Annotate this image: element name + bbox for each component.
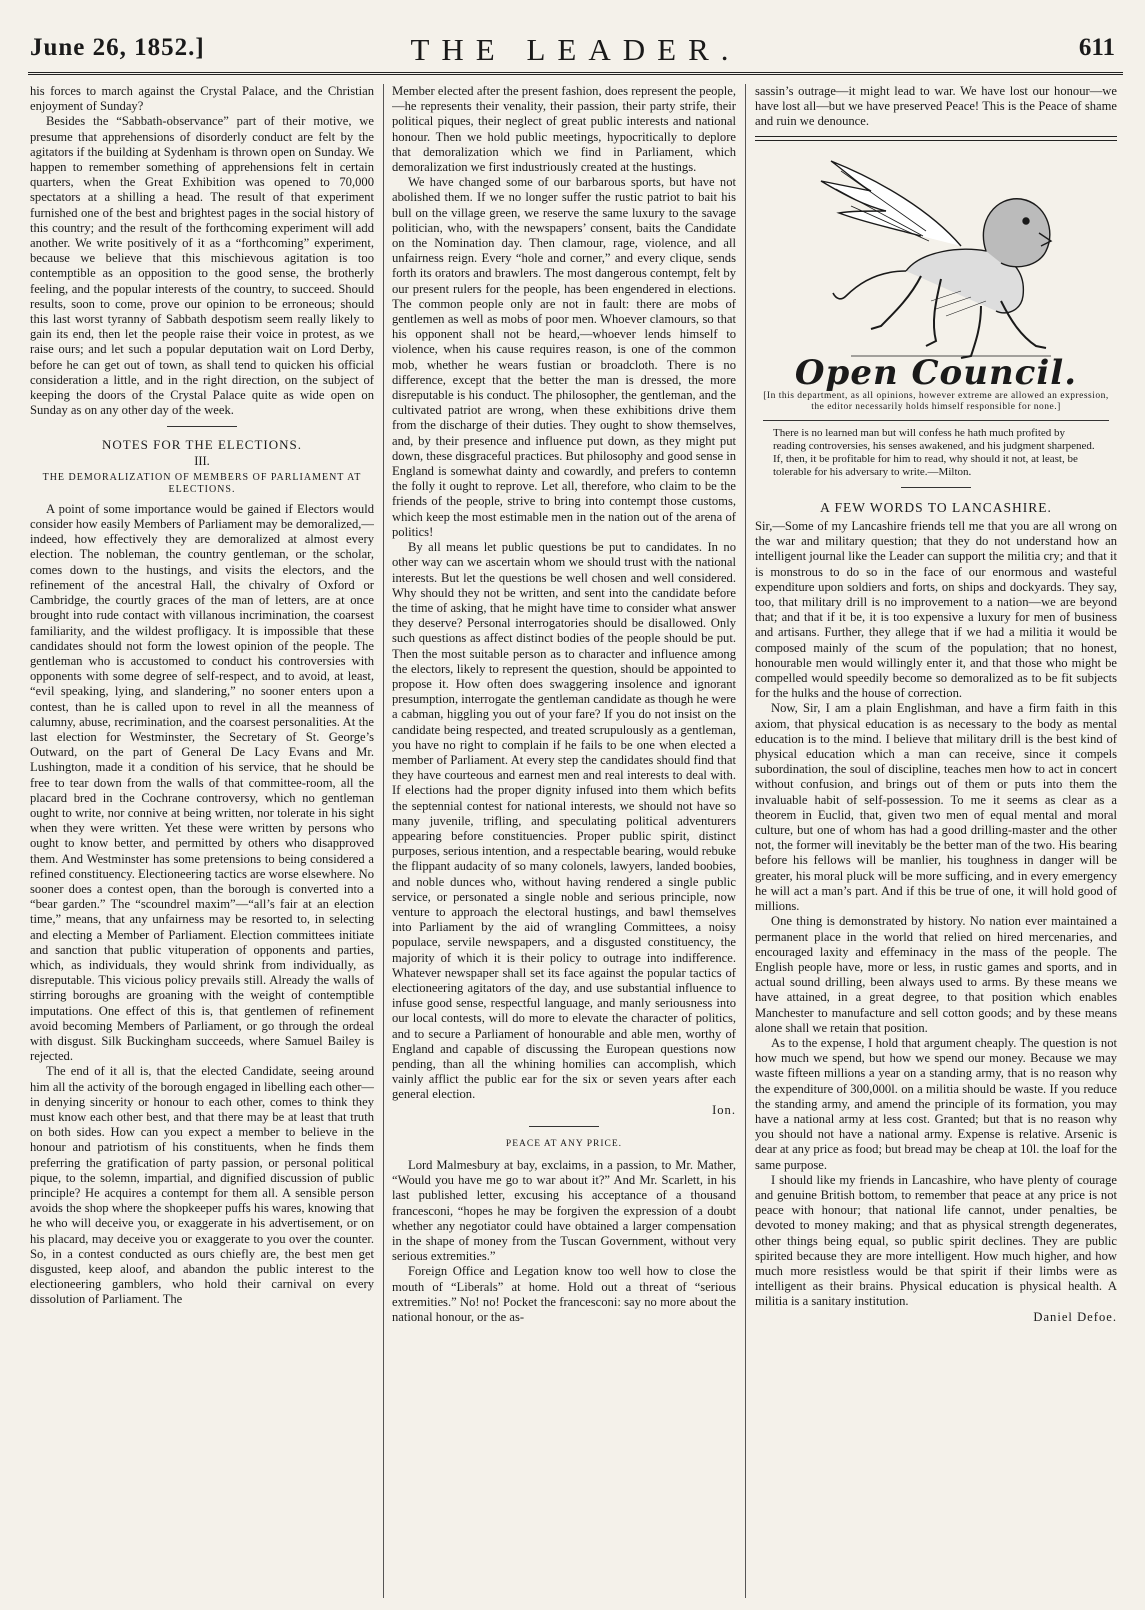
section-title: NOTES FOR THE ELECTIONS. xyxy=(102,437,302,453)
paragraph: Sir,—Some of my Lancashire friends tell me that you are all wrong on the war and military question; that they do not understand how an intelligent journal like the Leader can support the militia cry; and that it is monstrous to do so in the face of our enormous and wasteful expenditure upon soldiers and forts, on ships and dockyards. They say, too, that military drill is no improvement to a nation—we are beyond that; and that if it be, it is too expensive a luxury for men of business and artisans. Further, they allege that if we had a militia it would be composed mainly of the scum of the population; that no honest, honourable men would willingly enter it, and that those who might be compelled would speedily become so demoralized as to be fit subjects for the hulks and the house of correction. xyxy=(755,519,1117,701)
page-number: 611 xyxy=(1078,34,1115,61)
paragraph: sassin’s outrage—it might lead to war. We have lost our honour—we have lost all—but we have preserved Peace! This is the Peace of shame and ruin we denounce. xyxy=(755,84,1117,129)
column-1 xyxy=(30,84,374,1602)
winged-lion-illustration xyxy=(811,151,1061,366)
masthead xyxy=(28,26,1123,75)
article-title: A FEW WORDS TO LANCASHIRE. xyxy=(820,499,1052,515)
paragraph: As to the expense, I hold that argument cheaply. The question is not how much we spend, but how we spend our money. Because we may waste fifteen millions a year on a standing army, that is no reason why the expenditure of 300,000l. on a militia should be waste. If you reduce the standing army, and amend the principle of its formation, you may have a national army at less cost. Granted; but that is no reason why you should not have a national army. Expense is relative. Arsenic is dear at any price as food; but bread may be cheap at 10l. the loaf for the same purpose. xyxy=(755,1035,1117,1172)
paragraph: Now, Sir, I am a plain Englishman, and have a firm faith in this axiom, that physical education is as necessary to the body as mental education is to the mind. I believe that military drill is the best kind of physical education which a man can receive, since it compels subordination, the soul of discipline, teaches men how to act in concert without confusion, and brings out of them or puts into them the invaluable habit of self-possession. To me it seems as clear as a theorem in Euclid, that, given two men of equal mental and moral culture, but one of whom has had a good drilling-master and the other not, the former will inevitably be the better man of the two. His bearing before his fellows will be manlier, his toughness in danger will be greater, his moral pluck will be more sufficing, and in every emergency he will act a man’s part. And if this be true of one, it will hold good of millions. xyxy=(755,701,1117,914)
paragraph: Member elected after the present fashion, does represent the people,—he represents their venality, their passion, their party strife, their political piques, their neglect of great public interests and national honour. Then we hold public meetings, hypocritically to deplore that demoralization which we find in Parliament, which demoralization we first industriously created at the hustings. xyxy=(392,84,736,175)
milton-quote: There is no learned man but will confess he hath much profited by reading controversies, his senses awakened, and his judgment sharpened. If, then, it be profitable for him to read, why should it not, at least, be tolerable for his adversary to write.—Milton. xyxy=(773,426,1095,478)
signature: Daniel Defoe. xyxy=(1033,1309,1117,1324)
section-subtitle: THE DEMORALIZATION OF MEMBERS OF PARLIAMENT AT ELECTIONS. xyxy=(42,471,362,495)
paragraph: One thing is demonstrated by history. No nation ever maintained a permanent place in the world that relied on hired mercenaries, and encouraged laxity and effeminacy in the mass of the people. The English people have, more or less, in rustic games and sports, and in actual sound drilling, been always used to arms. By these means we have attained, in a great degree, to that position which enables Manchester to manufacture and sell cotton goods; and by these means alone shall we retain that position. xyxy=(755,914,1117,1035)
column-divider xyxy=(383,84,384,1598)
paragraph: By all means let public questions be put to candidates. In no other way can we ascertain whom we should trust with the national interests. But let the questions be well chosen and well considered. Why should they not be written, and sent into the candidate before the time of asking, that he might have time to consider what answer they deserve? Personal interrogatories should be disallowed. Only such questions as affect distinct bodies of the people should be put. Then the most suitable person as to character and influence among the electors, likely to represent the question, should be appointed to propose it. How often does swaggering insolence and ignorant presumption, interrogate the gentleman candidate as though he were a cabman, higgling you out of your fare? If you do not insist on the candidate being respected, and treated scrupulously as a gentleman, you have no right to complain if he fails to be one when elected a member of Parliament. At every step the candidates should find that they have courteous and earnest men and real interests to deal with. If elections had the proper dignity infused into them which befits the septennial contest for national interests, we should not have so many juvenile, trifling, and speculating political adventurers appearing before constituencies. Proper public spirit, distinct purposes, serious intention, and a respectable bearing, would rebuke the flippant audacity of so many colonels, lawyers, landed boobies, and noble dunces who, without having rendered a single public service, or personated a single noble and serious principle, now venture to approach the electoral hustings, and bawl themselves into Parliament by the aid of wrangling Committees, a noisy populace, servile newspapers, and a disgusted constituency, the majority of which it is their policy to outrage into indifference. Whatever newspaper shall set its face against the popular tactics of electioneering agitators of the day, and use substantial influence to infuse good sense, respectful language, and manly seriousness into our local contests, will do more to elevate the character of politics, and to secure a Parliament of honourable and able men, worthy of England and capable of discussing the European questions now pending, than all the whining homilies can accomplish, which vainly afflict the public ear for the six or seven years after each general election. xyxy=(392,540,736,1102)
column-3 xyxy=(755,84,1117,1602)
newspaper-title: THE LEADER. xyxy=(410,32,741,67)
paragraph: The end of it all is, that the elected Candidate, seeing around him all the activity of the borough engaged in libelling each other—in denying sincerity or honour to each other, comes to think they must know each other best, and that there may be at least that truth on both sides. How can you expect a member to believe in the honour and patriotism of his constituents, when he finds them preferring the gratification of party passion, or personal political pique, to the solemn, impartial, and dignified discussion of public principle? He acquires a contempt for them all. A sensible person avoids the shop where the shopkeeper puffs his wares, knowing that he who will deceive you, or exaggerate in his advertisement, or on his placard, may deceive you or exaggerate to you over the counter. So, in a contest conducted as ours chiefly are, the best men get disgusted, keep aloof, and abandon the public interest to the electioneering gamblers, who hold their carnival on every dissolution of Parliament. The xyxy=(30,1064,374,1307)
issue-date: June 26, 1852.] xyxy=(30,34,205,61)
paragraph: Besides the “Sabbath-observance” part of their motive, we presume that apprehensions of disorderly conduct are felt by the agitators if the building at Sydenham is thrown open on Sunday. We happen to remember something of apprehensions felt in certain quarters, when the Great Exhibition was opened to 70,000 spectators at a shilling a head. The result of that experiment furnished one of the best and brightest pages in the social history of this country; and the result of the forthcoming experiment will add another. We write positively of it as a “forthcoming” experiment, because we believe that this mischievous agitation is too contemptible as an opposition to the good sense, the brotherly feeling, and the popular interests of the country, to succeed. Should results, soon to come, prove our opinion to be erroneous; should this last worst tyranny of Sabbath despotism seem really likely to gain its end, then let the people raise their voice in protest, as we raise ours; and let such a popular deputation wait on Lord Derby, before he can get out of town, as shall tend to quicken his official consideration a little, and in the right direction, on the subject of keeping the doors of the Crystal Palace quite as wide open on Sunday as on any other day of the week. xyxy=(30,114,374,418)
divider xyxy=(901,487,971,488)
paragraph: Lord Malmesbury at bay, exclaims, in a passion, to Mr. Mather, “Would you have me go to war about it?” And Mr. Scarlett, in his last published letter, excusing his acceptance of a thousand francesconi, “hopes he may be forgiven the expression of a doubt whether any negotiator could have obtained a larger compensation in the shape of money from the Tuscan Government, without very serious extremities.” xyxy=(392,1158,736,1264)
open-council-title: Open Council. xyxy=(794,352,1078,393)
divider xyxy=(167,426,237,427)
paragraph: We have changed some of our barbarous sports, but have not abolished them. If we no longer suffer the rustic patriot to bait his bull on the village green, we reserve the same luxury to the savage politician, who, with the newspapers’ consent, baits the Candidate on the Nomination day. Then clamour, rage, violence, and all unfairness reign. Every “hole and corner,” and every clique, sends forth its orators and brawlers. The most dangerous contempt, felt by our present rulers for the people, has been engendered in elections. The common people only are not in fault: there are mobs of gentlemen as well as mobs of poor men. Whoever clamours, so that his opponent shall not be heard,—whoever lends himself to violence, when his cause requires reason, is one of the common mob, whether he wears fustian or broadcloth. There is no difference, except that the better the man is dressed, the more disreputable is his conduct. The philosopher, the gentleman, and the cultivated patriot are wrong, when these exhibitions drive them from the discharge of their duties. They ought to show themselves, and, by their presence and influence put down, as they might put down, these disgraceful practices. But philosophy and good sense in England is somewhat dainty and cowardly, and prefers to contemn the folly it ought to reprove. Let all, therefore, who claim to be the friends of the people, strive to bring into contempt those customs, which keep the most estimable men in the nation out of the arena of politics! xyxy=(392,175,736,539)
paragraph: his forces to march against the Crystal Palace, and the Christian enjoyment of Sunday? xyxy=(30,84,374,114)
divider xyxy=(529,1126,599,1127)
signature: Ion. xyxy=(712,1102,736,1117)
divider xyxy=(763,420,1109,421)
paragraph: Foreign Office and Legation know too well how to close the mouth of “Liberals” at home. Hold out a threat of “serious extremities.” No! no! Pocket the francesconi: say no more about the national honour, or the as- xyxy=(392,1264,736,1325)
paragraph: I should like my friends in Lancashire, who have plenty of courage and genuine British bottom, to remember that peace at any price is not peace with honour; that national life cannot, under penalties, be devoted to money making; and that as physical strength degenerates, other things being equal, so public spirit declines. They are public spirited because they are more intelligent. How much higher, and how much more resistless would be that spirit if their limbs were as intelligent as their brains. Physical education is physical health. A militia is a sanitary institution. xyxy=(755,1172,1117,1309)
paragraph: A point of some importance would be gained if Electors would consider how easily Members of Parliament may be demoralized,—indeed, how effectively they are demoralized at almost every election. The nobleman, the country gentleman, or the scholar, comes down to the hustings, and visits the electors, and the refinement of the ancestral Hall, the chivalry of Oxford or Cambridge, the courtly graces of the man of letters, are at once brought into rude contact with villanous incrimination, the coarsest familiarity, and the wildest profligacy. It is impossible that these candidates should not form the lowest opinion of the people. The gentleman who is accustomed to conduct his controversies with opponents with some degree of self-respect, and to avoid, at least, “evil speaking, lying, and slandering,” no sooner enters upon a contest, than he is called upon to revel in all the meanness of calumny, abuse, recrimination, and the coarsest personalities. At the last election for Westminster, the Secretary of St. George’s Outward, on the part of General De Lacy Evans and Mr. Lushington, made it a condition of his service, that he should be free to tear down from the walls of that committee-room, all the placard bred in the Cochrane controversy, which no gentleman ought to write, nor connive at being written, nor tolerate in his sight when they were written. Yet these were written by persons who ought to know better, and permitted by others who disapproved them. And Westminster has some pretensions to being considered a refined constituency. Electioneering tactics are worse elsewhere. No sooner does a contest open, than the borough is converted into a “bear garden.” The “scoundrel maxim”—“all’s fair at an election time,” means, that any unfairness may be resorted to, in selecting and electing a Member of Parliament. Election committees initiate and sanction that public vituperation of opponents and parties, which, as individuals, they would shrink from individually, as disreputable. This vicious policy prevails still. Already the walls of stirring boroughs are groaning with the weight of contemptible imputations. One effect of this is, that gentlemen of refinement avoid becoming Members of Parliament, or go through the ordeal with disgust. Silk Buckingham succeeds, where Samuel Bailey is rejected. xyxy=(30,501,374,1064)
column-2 xyxy=(392,84,736,1602)
article-title: PEACE AT ANY PRICE. xyxy=(505,1138,623,1149)
column-divider xyxy=(745,84,746,1598)
section-number: III. xyxy=(194,453,210,468)
editor-disclaimer: [In this department, as all opinions, however extreme are allowed an expression, the editor necessarily holds himself responsible for none.] xyxy=(763,390,1109,413)
divider xyxy=(755,136,1117,141)
